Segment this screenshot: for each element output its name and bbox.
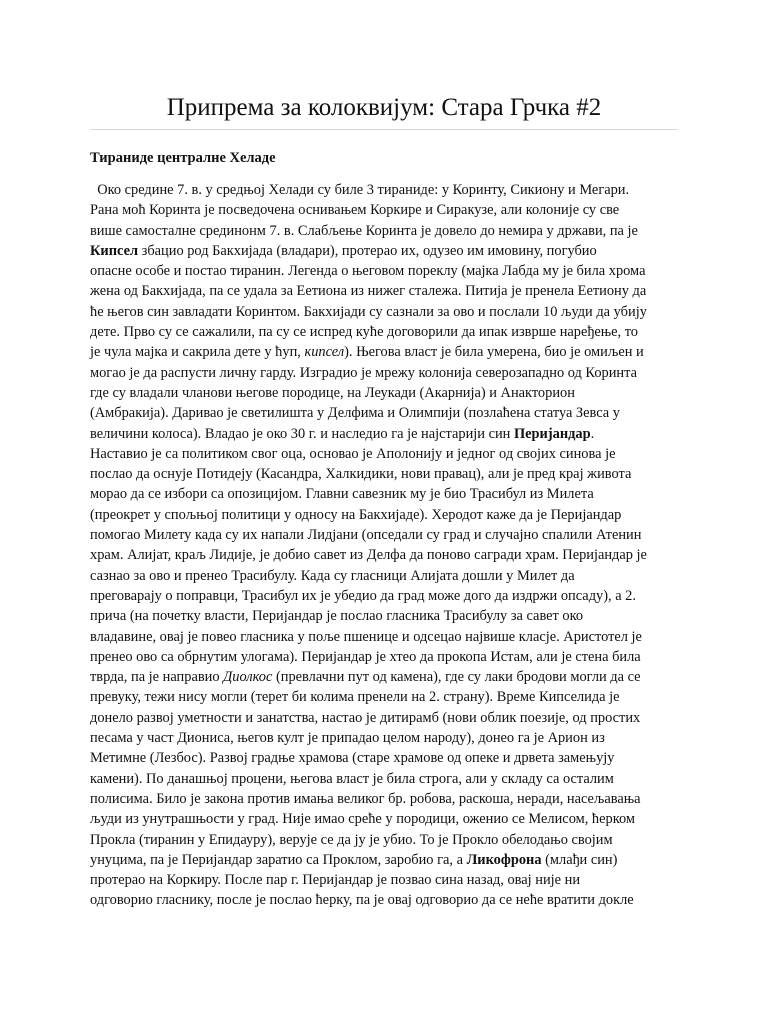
- text-run: опасне особе и постао тиранин. Легенда о његовом пореклу (мајка Лабда му је била хрома: [90, 263, 646, 280]
- text-run: је чула мајка и сакрила дете у ћуп,: [90, 344, 305, 361]
- text-line: [90, 241, 680, 261]
- italic-term: кипсел: [304, 344, 345, 361]
- text-run: људи из унутрашњости у град. Није имао среће у породици, оженио се Мелисом, ћерком: [90, 811, 635, 828]
- document-title: Припрема за колоквијум: Стара Грчка #2: [166, 94, 602, 121]
- text-run: ). Његова власт је била умерена, био је омиљен и: [344, 344, 644, 361]
- text-run: песама у част Диониса, његов култ је припадао целом народу), донео га је Арион из: [90, 730, 605, 747]
- bold-term: Перијандар: [513, 425, 591, 442]
- text-run: храм. Алијат, краљ Лидије, је добио савет из Делфа да поново сагради храм. Перијандар је: [90, 547, 647, 564]
- text-run: Око средине 7. в. у средњој Хелади су биле 3 тираниде: у Коринту, Сикиону и Мегари.: [90, 182, 630, 198]
- text-line: [90, 606, 680, 626]
- text-run: сазнао за ово и пренео Трасибулу. Када су гласници Алијата дошли у Милет да: [90, 567, 575, 584]
- text-run: (преокрет у спољњој политици у односу на Бакхијаде). Херодот каже да је Перијандар: [90, 506, 622, 523]
- text-run: (превлачни пут од камена), где су лаки бродови могли да се: [272, 669, 641, 686]
- text-run: збацио род Бакхијада (владари), протерао их, одузео им имовину, погубио: [138, 242, 597, 259]
- text-run: .: [590, 425, 595, 442]
- text-run: Рана моћ Коринта је посведочена оснивањем Коркире и Сиракузе, али колоније су све: [90, 202, 620, 219]
- text-line: [90, 850, 680, 870]
- title-divider: [90, 129, 678, 130]
- text-run: ће његов син завладати Коринтом. Бакхијади су сазнали за ово и послали 10 људи да убију: [90, 303, 647, 320]
- text-run: послао да оснује Потидеју (Касандра, Халкидики, нови правац), али је пред крај живота: [90, 466, 632, 483]
- text-run: унуцима, па је Перијандар заратио са Проклом, заробио га, а: [90, 851, 467, 868]
- text-line: [90, 363, 680, 383]
- text-line: [90, 221, 680, 241]
- text-line: [90, 403, 680, 423]
- bold-term: Кипсел: [90, 242, 139, 259]
- text-line: [90, 586, 680, 606]
- text-run: Прокла (тиранин у Епидауру), верује се да ју је убио. То је Прокло обелодањо својим: [90, 831, 613, 848]
- text-line: [90, 545, 680, 565]
- text-run: владавине, овај је повео гласника у поље пшенице и одсецао највише класје. Аристотел је: [90, 628, 642, 645]
- text-run: камени). По данашњој процени, његова власт је била строга, али у складу са осталим: [90, 770, 614, 787]
- text-line: [90, 200, 680, 220]
- text-line: [90, 748, 680, 768]
- text-run: (млађи син): [541, 851, 618, 868]
- text-line: [90, 809, 680, 829]
- text-line: [90, 484, 680, 504]
- text-line: [90, 830, 680, 850]
- text-line: [90, 667, 680, 687]
- text-run: морао да се избори са опозицијом. Главни савезник му је био Трасибул из Милета: [90, 486, 594, 503]
- text-run: помогао Милету када су их напали Лидјани (опседали су град и случајно спалили Атенин: [90, 527, 642, 544]
- text-run: тврда, па је направио: [90, 669, 224, 686]
- text-run: могао је да распусти личну гарду. Изградио је мрежу колонија северозападно од Коринта: [90, 364, 637, 381]
- text-run: више самосталне срединонм 7. в. Слабљење Коринта је довело до немира у држави, па је: [90, 222, 638, 239]
- bold-term: Ликофрона: [466, 851, 542, 868]
- text-line: [90, 708, 680, 728]
- text-line: [90, 383, 680, 403]
- text-line: [90, 302, 680, 322]
- text-line: [90, 769, 680, 789]
- text-line: [90, 890, 680, 910]
- text-run: прича (на почетку власти, Перијандар је послао гласника Трасибулу за савет око: [90, 608, 584, 625]
- text-run: превуку, тежи нису могли (терет би колима пренели на 2. страну). Време Кипселида је: [90, 689, 620, 706]
- text-line: [90, 789, 680, 809]
- text-run: донело развој уметности и занатства, настао је дитирамб (нови облик поезије, од простих: [90, 709, 641, 726]
- text-run: где су владали чланови његове породице, на Леукади (Акарнија) и Анакторион: [90, 384, 575, 401]
- text-line: [90, 870, 680, 890]
- text-line: [90, 180, 680, 200]
- text-run: протерао на Коркиру. После пар г. Перијандар је позвао сина назад, овај није ни: [90, 872, 581, 889]
- text-line: [90, 444, 680, 464]
- text-line: [90, 566, 680, 586]
- text-line: [90, 261, 680, 281]
- text-line: [90, 728, 680, 748]
- body-paragraph: [90, 180, 680, 911]
- text-line: [90, 342, 680, 362]
- text-line: [90, 505, 680, 525]
- text-line: [90, 627, 680, 647]
- text-run: Метимне (Лезбос). Развој градње храмова (старе храмове од опеке и дрвета замењују: [90, 750, 615, 767]
- text-line: [90, 322, 680, 342]
- text-line: [90, 687, 680, 707]
- text-line: [90, 647, 680, 667]
- text-line: [90, 464, 680, 484]
- text-line: [90, 424, 680, 444]
- text-run: (Амбракија). Даривао је светилишта у Делфима и Олимпији (позлаћена статуа Зевса у: [90, 405, 620, 422]
- text-run: полисима. Било је закона против имања великог бр. робова, раскоша, неради, насељавања: [90, 790, 641, 807]
- text-run: пренео ово са обрнутим улогама). Перијандар је хтео да прокопа Истам, али је стена била: [90, 648, 641, 665]
- text-run: преговарају о поправци, Трасибул их је убедио да град може дого да издржи опсаду), а 2.: [90, 587, 636, 604]
- text-run: дете. Прво су се сажалили, па су се испред куће договорили да ипак изврше наређење, то: [90, 324, 638, 341]
- section-heading: Тираниде централне Хеладе: [90, 150, 276, 166]
- text-run: Наставио је са политиком свог оца, основао је Аполонију и једног од својих синова је: [90, 445, 616, 462]
- text-run: одговорио гласнику, после је послао ћерку, па је овај одговорио да се неће вратити докле: [90, 892, 634, 909]
- text-run: величини колоса). Владао је око 30 г. и наследио га је најстарији син: [90, 425, 514, 442]
- text-line: [90, 281, 680, 301]
- italic-term: Диолкос: [223, 669, 273, 686]
- text-line: [90, 525, 680, 545]
- text-run: жена од Бакхијада, па се удала за Еетиона из нижег сталежа. Питија је пренела Еетиону да: [90, 283, 647, 300]
